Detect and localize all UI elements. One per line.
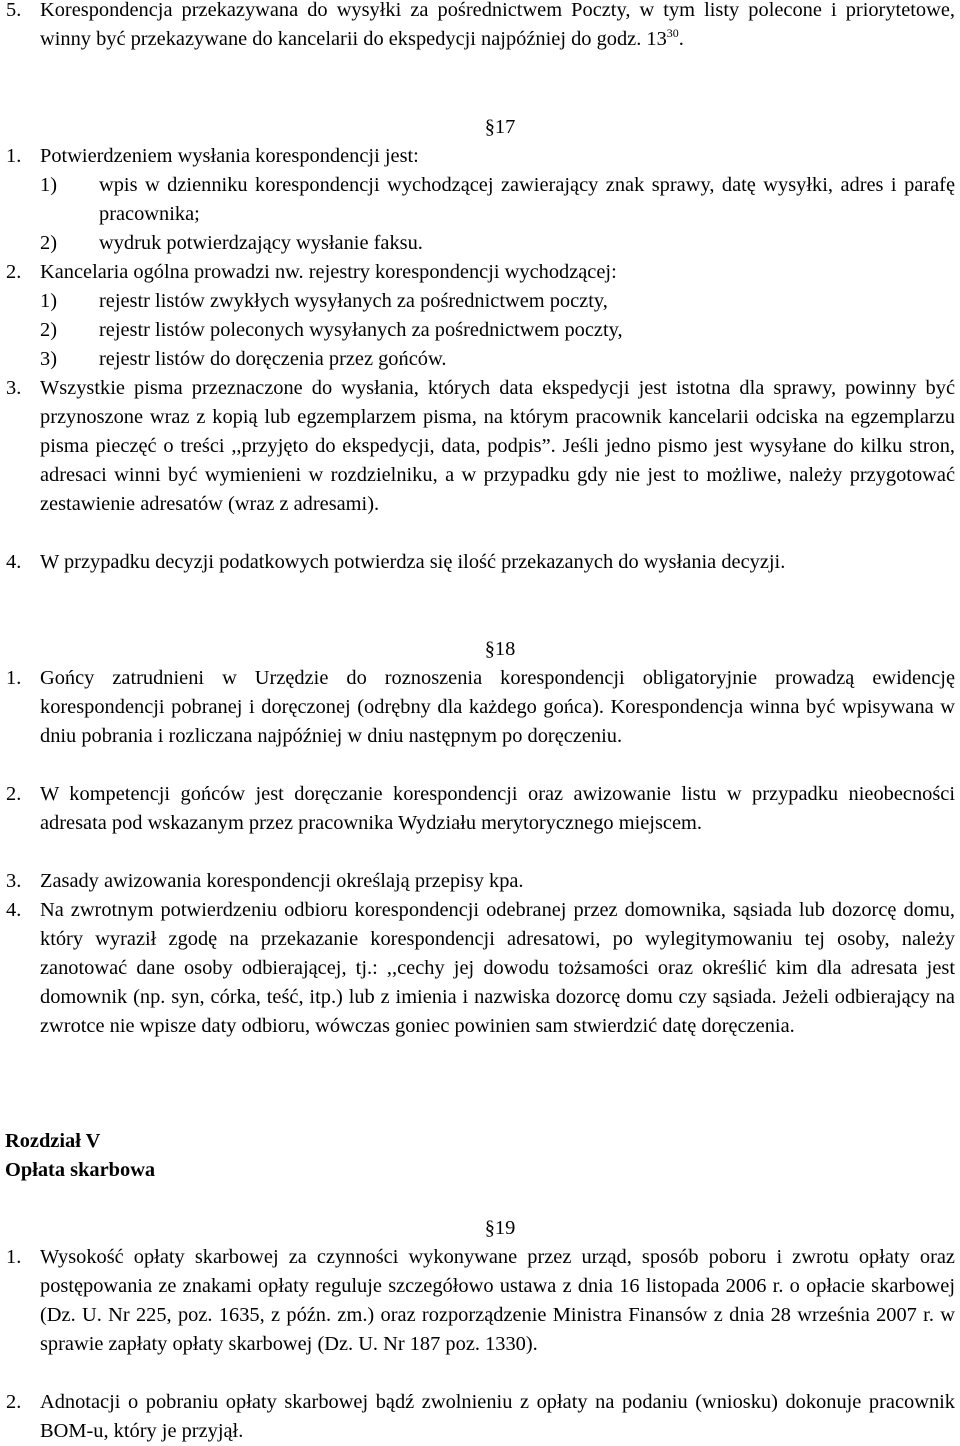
item-number: 2. bbox=[6, 261, 22, 283]
subitem-number: 2) bbox=[40, 319, 57, 341]
item-number: 4. bbox=[6, 551, 22, 573]
subitem-text: rejestr listów zwykłych wysyłanych za pośrednictwem poczty, bbox=[99, 290, 608, 312]
item-text: Wszystkie pisma przeznaczone do wysłania, których data ekspedycji jest istotna dla sprawy, powinny być przynoszone wraz z kopią lub egzemplarzem pisma, na którym pracownik kancelarii odciska na egzemplarzu pisma pieczęć o treści ,,przyjęto do ekspedycji, data, podpis”. Jeśli jedno pismo jest wysyłane do kilku stron, adresaci winni być wymienieni w rozdzielniku, a w przypadku gdy nie jest to możliwe, należy przygotować zestawienie adresatów (wraz z adresami). bbox=[40, 377, 955, 515]
item-text: Kancelaria ogólna prowadzi nw. rejestry korespondencji wychodzącej: bbox=[40, 261, 617, 283]
item-text: Adnotacji o pobraniu opłaty skarbowej bądź zwolnieniu z opłaty na podaniu (wniosku) dokonuje pracownik BOM-u, który je przyjął. bbox=[40, 1391, 955, 1442]
section-number: 17 bbox=[494, 116, 516, 138]
section-17-heading bbox=[0, 113, 960, 142]
section-number: 18 bbox=[494, 638, 516, 660]
section-sign-icon: § bbox=[484, 116, 495, 138]
subitem-text: rejestr listów do doręczenia przez gońców. bbox=[99, 348, 447, 370]
subitem-number: 3) bbox=[40, 348, 57, 370]
item-text: Potwierdzeniem wysłania korespondencji jest: bbox=[40, 145, 419, 167]
section-18-heading bbox=[0, 635, 960, 664]
section-sign-icon: § bbox=[484, 1217, 495, 1239]
item-text: Gońcy zatrudnieni w Urzędzie do roznoszenia korespondencji obligatoryjnie prowadzą ewidencję korespondencji pobranej i doręczonej (odrębny dla każdego gońca). Korespondencja winna być wpisywana w dniu pobrania i rozliczana najpóźniej w dniu następnym po doręczeniu. bbox=[40, 667, 955, 747]
subitem-number: 1) bbox=[40, 290, 57, 312]
section-number: 19 bbox=[494, 1217, 516, 1239]
subitem-text: rejestr listów poleconych wysyłanych za pośrednictwem poczty, bbox=[99, 319, 623, 341]
item-number: 1. bbox=[6, 667, 22, 689]
item-text: W kompetencji gońców jest doręczanie korespondencji oraz awizowanie listu w przypadku nieobecności adresata pod wskazanym przez pracownika Wydziału merytorycznego miejscem. bbox=[40, 783, 955, 834]
item-text-main: Korespondencja przekazywana do wysyłki za pośrednictwem Poczty, w tym listy polecone i priorytetowe, winny być przekazywane do kancelarii do ekspedycji najpóźniej do godz. 13 bbox=[40, 0, 955, 50]
item-text: Zasady awizowania korespondencji określają przepisy kpa. bbox=[40, 870, 524, 892]
subitem-number: 2) bbox=[40, 232, 57, 254]
time-superscript: 30 bbox=[666, 26, 679, 40]
item-number: 1. bbox=[6, 1246, 22, 1268]
subitem-number: 1) bbox=[40, 174, 57, 196]
chapter-title: Rozdział V bbox=[5, 1130, 101, 1152]
item-text: W przypadku decyzji podatkowych potwierdza się ilość przekazanych do wysłania decyzji. bbox=[40, 551, 786, 573]
item-number: 2. bbox=[6, 1391, 22, 1413]
item-text: Wysokość opłaty skarbowej za czynności wykonywane przez urząd, sposób poboru i zwrotu opłaty oraz postępowania ze znakami opłaty reguluje szczegółowo ustawa z dnia 16 listopada 2006 r. o opłacie skarbowej (Dz. U. Nr 225, poz. 1635, z późn. zm.) oraz rozporządzenie Ministra Finansów z dnia 28 września 2007 r. w sprawie zapłaty opłaty skarbowej (Dz. U. Nr 187 poz. 1330). bbox=[40, 1246, 955, 1355]
subitem-text: wpis w dzienniku korespondencji wychodzącej zawierający znak sprawy, datę wysyłki, adres i parafę pracownika; bbox=[99, 174, 955, 225]
item-number: 1. bbox=[6, 145, 22, 167]
item-text bbox=[40, 0, 955, 54]
chapter-subtitle: Opłata skarbowa bbox=[5, 1159, 156, 1181]
item-text: Na zwrotnym potwierdzeniu odbioru korespondencji odebranej przez domownika, sąsiada lub dozorcę domu, który wyraził zgodę na przekazanie korespondencji adresatowi, po wylegitymowaniu tej osoby, należy zanotować dane osoby odbierającej, tj.: ,,cechy jej dowodu tożsamości oraz określić kim dla adresata jest domownik (np. syn, córka, teść, itp.) lub z imienia i nazwiska dozorcę domu czy sąsiada. Jeżeli odbierający na zwrotce nie wpisze daty odbioru, wówczas goniec powinien sam stwierdzić datę doręczenia. bbox=[40, 899, 955, 1037]
item-number: 3. bbox=[6, 377, 22, 399]
item-text-tail: . bbox=[678, 28, 684, 50]
section-19-heading bbox=[0, 1214, 960, 1243]
item-number: 4. bbox=[6, 899, 22, 921]
item-number: 5. bbox=[6, 0, 22, 21]
subitem-text: wydruk potwierdzający wysłanie faksu. bbox=[99, 232, 423, 254]
section-sign-icon: § bbox=[484, 638, 495, 660]
item-number: 3. bbox=[6, 870, 22, 892]
item-number: 2. bbox=[6, 783, 22, 805]
